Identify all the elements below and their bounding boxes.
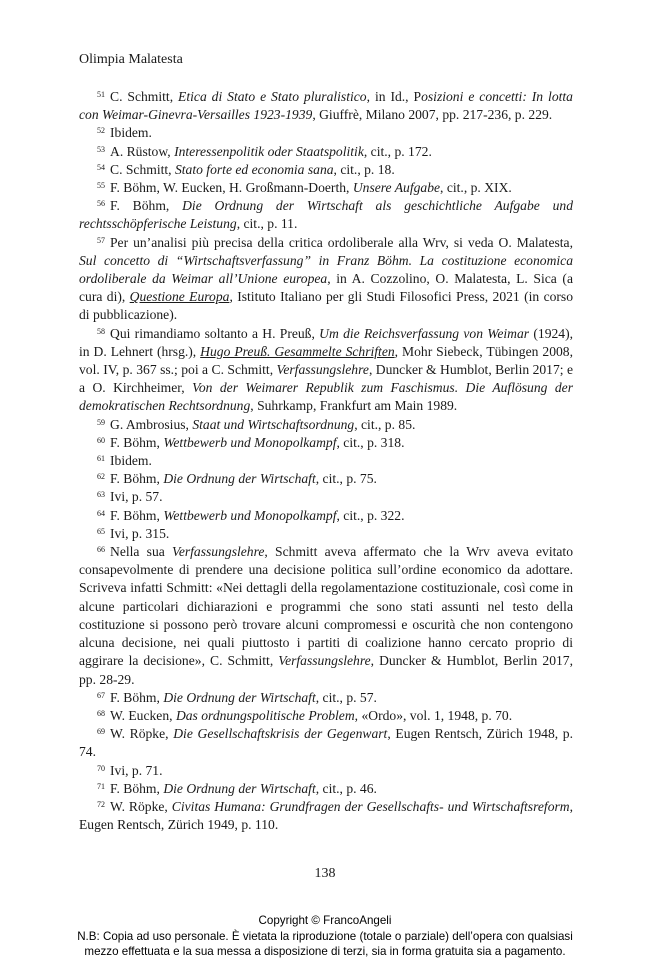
footnote xyxy=(79,507,573,525)
footnote-text: , cit., p. 46. xyxy=(315,780,377,796)
footnote xyxy=(79,525,573,543)
footnote-number: 71 xyxy=(97,781,105,791)
footnote-title: Die Ordnung der Wirtschaft xyxy=(163,471,316,487)
footnote-number: 51 xyxy=(97,90,105,99)
footnote-number: 53 xyxy=(97,144,105,154)
footnote-number: 62 xyxy=(97,472,105,482)
footnote-text: F. Böhm, xyxy=(110,471,164,487)
footnote xyxy=(79,470,573,488)
footnote-text: Ibidem. xyxy=(110,125,152,141)
footnote-text: F. Böhm, xyxy=(110,507,164,523)
footnote-text: F. Böhm, W. Eucken, H. Großmann-Doerth, xyxy=(110,180,353,196)
footnote xyxy=(79,488,573,506)
running-header-author: Olimpia Malatesta xyxy=(79,52,183,67)
footnote-number: 64 xyxy=(97,508,105,518)
footnote-text: F. Böhm, xyxy=(110,434,164,450)
footnote-number: 54 xyxy=(97,162,105,172)
footnote-title: Wettbewerb und Monopolkampf xyxy=(163,434,337,450)
footnote-number: 70 xyxy=(97,763,105,773)
footnote-number: 69 xyxy=(97,727,105,737)
footnote xyxy=(79,416,573,434)
footnotes-list xyxy=(79,88,573,834)
notice-line-2: mezzo effettuata e la sua messa a disposizione di terzi, sia in forma gratuita sia a pagamento. xyxy=(84,945,566,958)
footnote-number: 68 xyxy=(97,708,105,718)
footnote xyxy=(79,762,573,780)
footnote-text: , cit., p. 85. xyxy=(354,416,416,432)
footnote-text: , Istituto Italiano per gli Studi Filosofici Press, 2021 (in corso di pubblicazione). xyxy=(79,289,574,323)
footnote-text: , Duncker & Humblot, Berlin 2017; e a O. Kirchheimer, xyxy=(79,362,574,396)
footnote-text: Qui rimandiamo soltanto a H. Preuß, xyxy=(110,325,320,341)
footnote-text: , cit., p. 75. xyxy=(315,471,377,487)
footnote-title: Civitas Humana: Grundfragen der Gesellschafts- und Wirtschaftsreform xyxy=(171,798,570,814)
footnote-text: Ivi, p. 57. xyxy=(110,489,163,505)
footnote xyxy=(79,197,573,233)
footnote xyxy=(79,161,573,179)
footnote-text: , in Id., P xyxy=(366,89,422,104)
footnote-text: , «Ordo», vol. 1, 1948, p. 70. xyxy=(354,707,513,723)
footnote xyxy=(79,543,573,689)
footnote-text: W. Eucken, xyxy=(110,707,176,723)
footnote-text: F. Böhm, xyxy=(110,780,164,796)
footnote-number: 55 xyxy=(97,181,105,191)
footnote-text: (1924), in D. Lehnert (hrsg.), xyxy=(79,325,574,359)
footnote-title: Interessenpolitik oder Staatspolitik xyxy=(174,143,364,159)
footnote-title: Die Gesellschaftskrisis der Gegenwart xyxy=(173,726,388,742)
footnote xyxy=(79,234,573,325)
footnote-title: Sul concetto di “Wirtschaftsverfassung” in Franz Böhm. La costituzione economica ordoliberale da Weimar all’Unione europea xyxy=(79,252,573,287)
footnote-text: A. Rüstow, xyxy=(110,143,175,159)
footnote xyxy=(79,452,573,470)
footnote-title: Um die Reichsverfassung von Weimar xyxy=(319,325,530,341)
footnote-title: Etica di Stato e Stato pluralistico xyxy=(178,89,367,104)
footnote-title: Das ordnungspolitische Problem xyxy=(175,707,355,723)
footnote-number: 65 xyxy=(97,526,105,536)
footnote-title: Von der Weimarer Republik zum Faschismus. Die Auflösung der demokratischen Rechtsordnung xyxy=(79,380,573,414)
footnote-number: 72 xyxy=(97,799,105,809)
page-number: 138 xyxy=(314,866,336,881)
footnote-text: F. Böhm, xyxy=(110,198,183,214)
footnote xyxy=(79,798,573,834)
footnote-title: Questione Europa xyxy=(129,289,230,305)
footnote-text: G. Ambrosius, xyxy=(110,416,193,432)
footnote-text: W. Röpke, xyxy=(110,798,172,814)
footnote-number: 66 xyxy=(97,545,105,555)
footnote-title: Die Ordnung der Wirtschaft als geschichtliche Aufgabe und rechtsschöpferische Leistung xyxy=(79,198,573,232)
footnote-title: Verfassungslehre xyxy=(172,544,265,560)
footnote-text: , Eugen Rentsch, Zürich 1949, p. 110. xyxy=(79,798,574,833)
footnote xyxy=(79,707,573,725)
footnote-number: 63 xyxy=(97,490,105,500)
footnote-number: 56 xyxy=(97,199,105,209)
footnote-text: F. Böhm, xyxy=(110,689,164,705)
footnote-number: 59 xyxy=(97,417,105,427)
footnote-number: 67 xyxy=(97,690,105,700)
footnote-title: Die Ordnung der Wirtschaft xyxy=(163,689,316,705)
footnote-text: , cit., p. 322. xyxy=(336,507,405,523)
footnote xyxy=(79,179,573,197)
footnote-text: W. Röpke, xyxy=(110,726,174,742)
footnote-title: Verfassungslehre xyxy=(278,653,371,669)
footnote-text: , Schmitt aveva affermato che la Wrv aveva evitato consapevolmente di prendere una decisione politica sull’ordine economico da adottare. Scriveva infatti Schmitt: «Nei dettagli della regolamentazione costituzionale, così come in alcune particolari dichiarazioni e programmi che sono stati assunti nel testo della costituzione si possono però trovare alcuni compromessi e oscurità che non contengono alcuna decisione, nei quali piuttosto i partiti di coalizione hanno cercato proprio di aggirare la decisione», C. Schmitt, xyxy=(79,544,573,669)
footnote xyxy=(79,780,573,798)
footnote xyxy=(79,325,573,416)
footnote-text: , cit., p. XIX. xyxy=(440,180,512,196)
footnote-text: , cit., p. 57. xyxy=(315,689,377,705)
footnote-title: Staat und Wirtschaftsordnung xyxy=(192,416,355,432)
footnote-text: C. Schmitt, xyxy=(110,161,175,177)
footnote-text: , cit., p. 11. xyxy=(236,216,298,232)
footnote-number: 52 xyxy=(97,126,105,136)
footnote-text: , Eugen Rentsch, Zürich 1948, p. 74. xyxy=(79,726,573,760)
footnote xyxy=(79,143,573,161)
footnote-title: Stato forte ed economia sana xyxy=(174,161,334,177)
footnote-number: 58 xyxy=(97,326,105,336)
footnote-number: 57 xyxy=(97,235,105,245)
footnote-text: , Giuffrè, Milano 2007, pp. 217-236, p. 229. xyxy=(312,107,553,123)
footnote-number: 60 xyxy=(97,435,105,445)
footnote xyxy=(79,124,573,142)
footnote xyxy=(79,434,573,452)
copyright-footer xyxy=(0,913,650,960)
footnote-text: Nella sua xyxy=(110,544,173,560)
footnote-title: Hugo Preuß. Gesammelte Schriften xyxy=(200,343,395,359)
copyright-line: Copyright © FrancoAngeli xyxy=(258,914,392,927)
footnote-text: Ivi, p. 71. xyxy=(110,762,163,778)
footnote-text: , cit., p. 318. xyxy=(336,434,405,450)
footnote-title: Wettbewerb und Monopolkampf xyxy=(163,507,337,523)
footnote-title: Unsere Aufgabe xyxy=(352,180,441,196)
footnote-text: , Suhrkamp, Frankfurt am Main 1989. xyxy=(250,398,458,414)
notice-line-1: N.B: Copia ad uso personale. È vietata la riproduzione (totale o parziale) dell’opera con qualsiasi xyxy=(77,929,573,943)
footnote-text: , Duncker & Humblot, Berlin 2017, pp. 28-29. xyxy=(79,653,573,687)
footnote-title: Die Ordnung der Wirtschaft xyxy=(163,780,316,796)
footnote-text: Ivi, p. 315. xyxy=(110,525,170,541)
footnote xyxy=(79,725,573,761)
footnote-number: 61 xyxy=(97,454,105,464)
footnote-text: , in A. Cozzolino, O. Malatesta, L. Sica (a cura di), xyxy=(79,271,573,305)
footnote-text: Ibidem. xyxy=(110,453,152,469)
footnote-text: , Mohr Siebeck, Tübingen 2008, vol. IV, p. 367 ss.; poi a C. Schmitt, xyxy=(79,343,573,378)
footnote-text: Per un’analisi più precisa della critica ordoliberale alla Wrv, si veda O. Malatesta, xyxy=(110,234,573,250)
footnote-title: Verfassungslehre xyxy=(276,362,369,378)
footnote-title: osizioni e concetti: In lotta con Weimar-Ginevra-Versailles 1923-1939 xyxy=(79,89,573,123)
footnote xyxy=(79,689,573,707)
footnote xyxy=(79,88,573,124)
footnote-text: C. Schmitt, xyxy=(110,89,179,104)
footnote-text: , cit., p. 172. xyxy=(363,143,432,159)
footnote-text: , cit., p. 18. xyxy=(333,161,395,177)
